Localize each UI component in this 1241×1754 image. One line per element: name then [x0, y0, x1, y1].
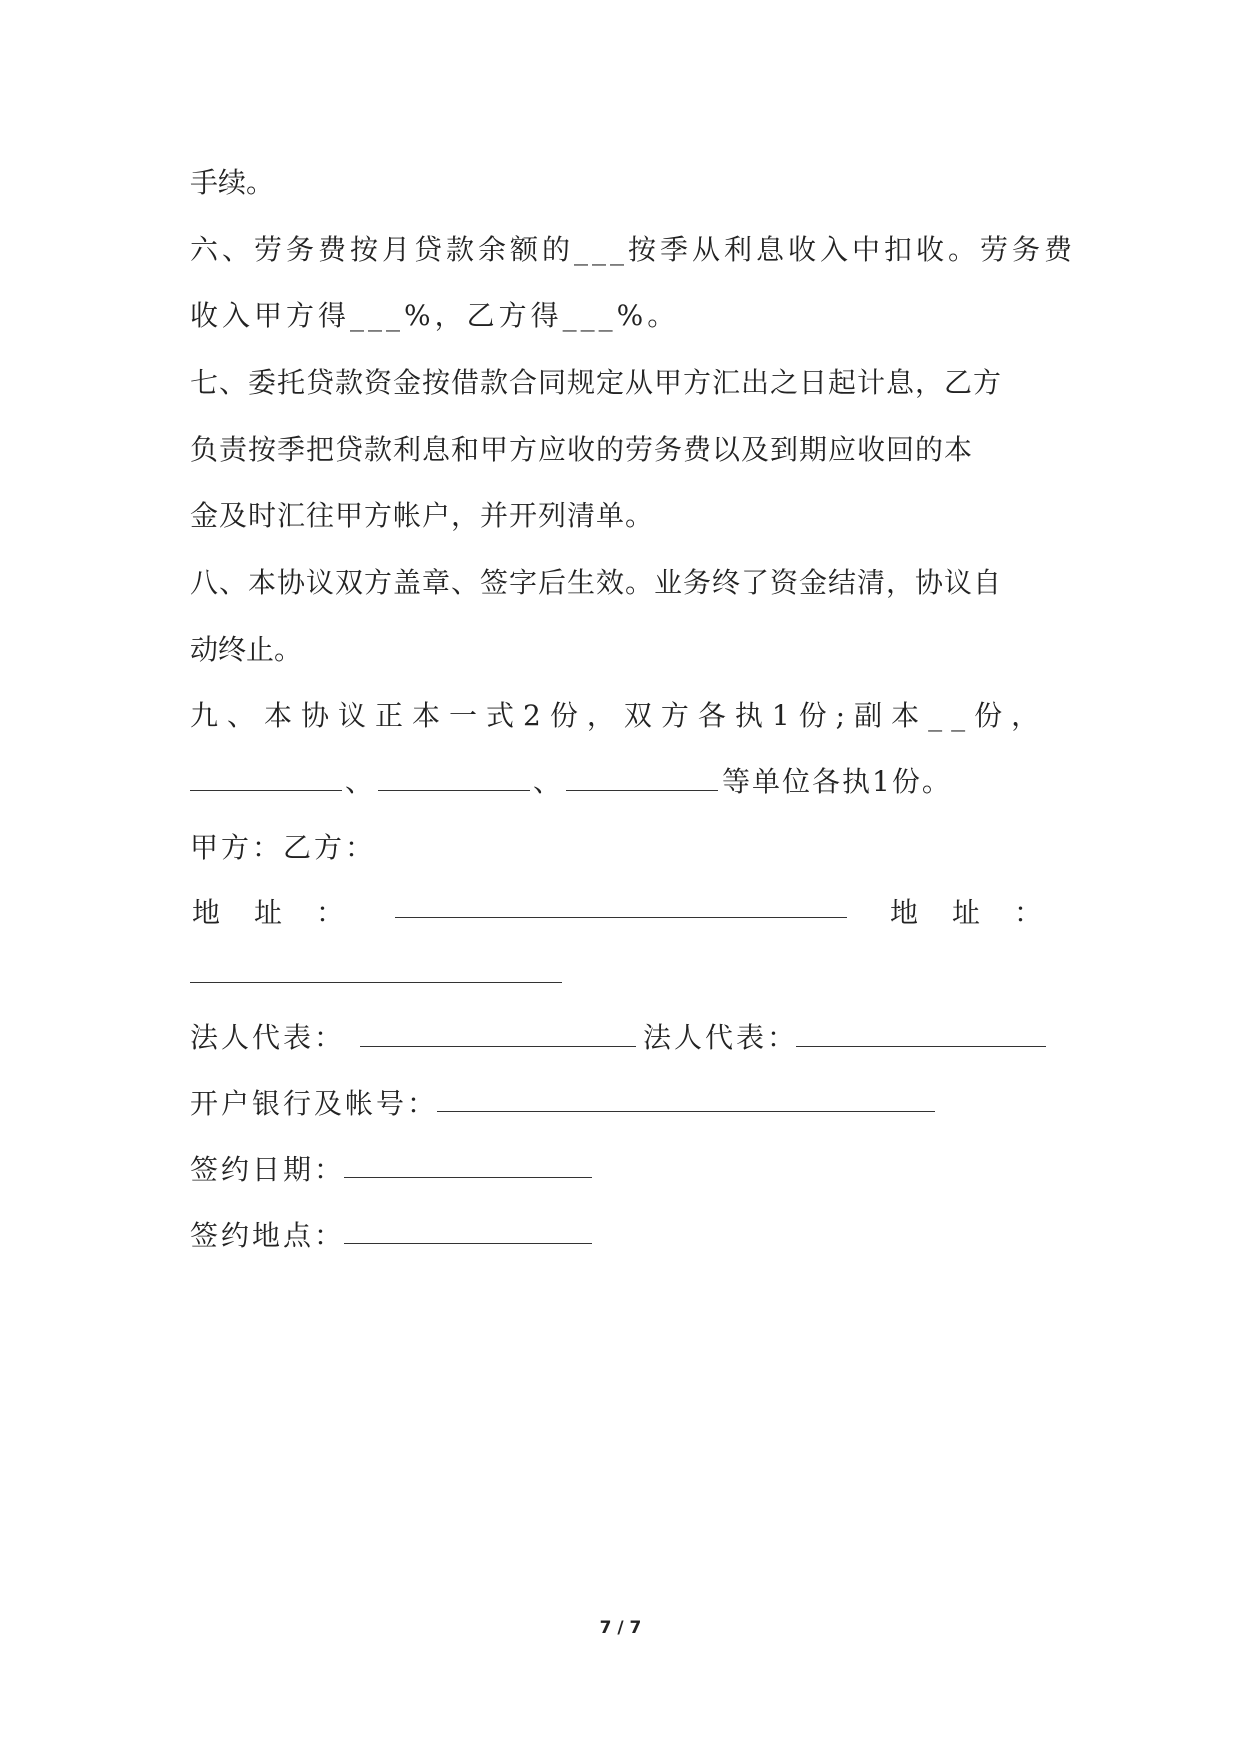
sign-place-blank	[344, 1243, 592, 1244]
text-line: 收入甲方得___%，乙方得___%。	[190, 299, 680, 332]
sign-date-label: 签约日期：	[190, 1153, 346, 1186]
text-line: 七、委托贷款资金按借款合同规定从甲方汇出之日起计息，乙方	[190, 366, 1003, 399]
text-line: 动终止。	[190, 633, 303, 666]
address-label-left: 地址：	[192, 896, 379, 929]
address-blank-left	[395, 917, 847, 918]
text-line: 八、本协议双方盖章、签字后生效。业务终了资金结清，协议自	[190, 566, 1003, 599]
legal-rep-blank-left	[360, 1046, 636, 1047]
blank-underline	[378, 790, 530, 791]
legal-rep-label-right: 法人代表：	[643, 1021, 799, 1054]
text-line: 九、本协议正本一式2份，双方各执1份;副本__份，	[190, 699, 1049, 732]
legal-rep-label-left: 法人代表：	[190, 1021, 346, 1054]
legal-rep-blank-right	[796, 1046, 1046, 1047]
text-line: 负责按季把贷款利息和甲方应收的劳务费以及到期应收回的本	[190, 433, 974, 466]
text-line: 六、劳务费按月贷款余额的___按季从利息收入中扣收。劳务费	[190, 233, 1077, 266]
text-line: 手续。	[190, 166, 275, 199]
blank-underline	[190, 790, 342, 791]
blank-underline	[566, 790, 718, 791]
separator: 、	[533, 765, 562, 798]
separator: 、	[345, 765, 374, 798]
parties-label: 甲方：乙方：	[190, 831, 377, 864]
address-blank-right	[190, 982, 562, 983]
text-line: 金及时汇往甲方帐户，并开列清单。	[190, 499, 655, 532]
bank-account-label: 开户银行及帐号：	[190, 1087, 439, 1120]
sign-place-label: 签约地点：	[190, 1219, 346, 1252]
bank-account-blank	[437, 1111, 935, 1112]
page-number: 7 / 7	[599, 1618, 642, 1638]
address-label-right: 地址：	[890, 896, 1077, 929]
text-line: 等单位各执1份。	[722, 765, 952, 798]
sign-date-blank	[344, 1177, 592, 1178]
